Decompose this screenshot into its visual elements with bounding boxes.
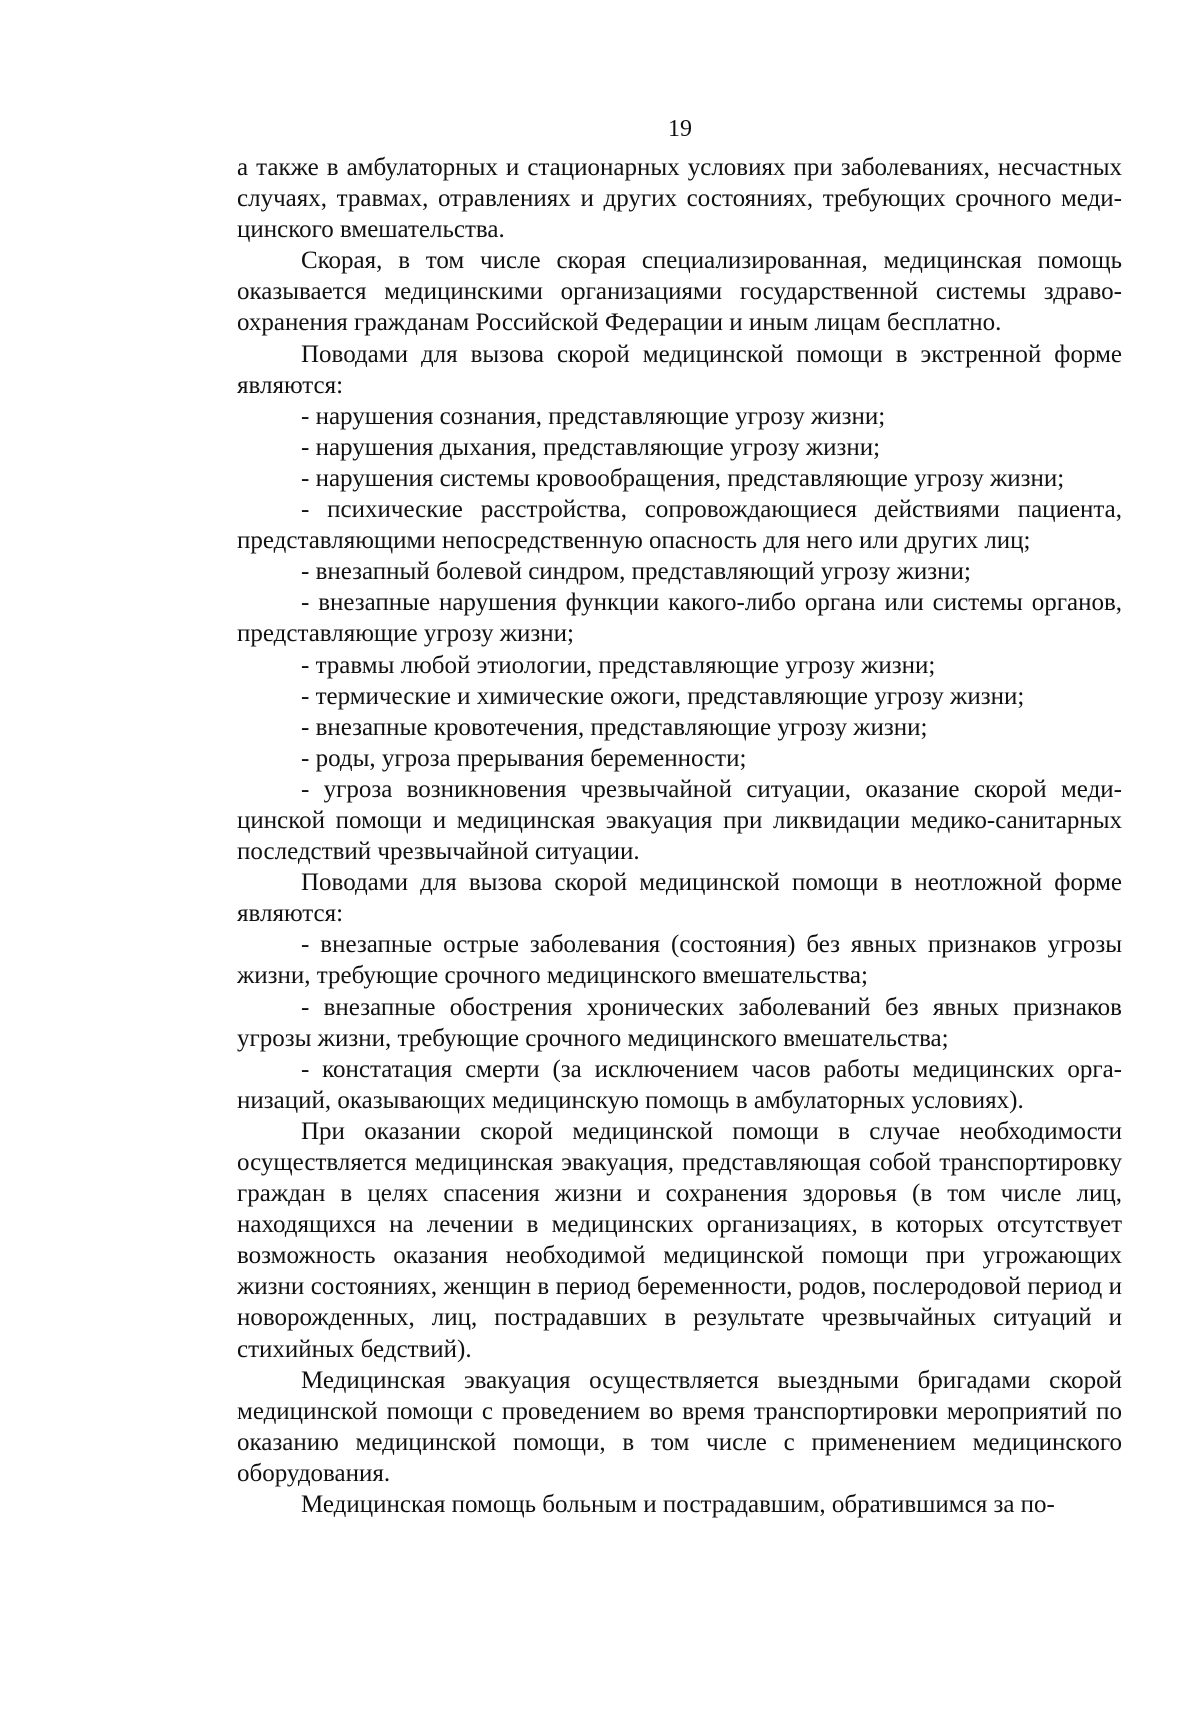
paragraph-urgent-reasons-intro: Поводами для вызова скорой медицинской помощи в неотложной форме являются:	[237, 869, 1122, 928]
list-item: - травмы любой этиологии, представляющие угрозу жизни;	[301, 651, 936, 679]
list-item: - психические расстройства, сопровождающиеся действиями пациента, представляющими непосредственную опасность для него или других лиц;	[237, 496, 1122, 555]
list-item: - внезапные нарушения функции какого-либо органа или системы органов, представляющие угрозу жизни;	[237, 589, 1122, 648]
list-item: - нарушения системы кровообращения, представляющие угрозу жизни;	[301, 464, 1065, 492]
list-item: - нарушения сознания, представляющие угрозу жизни;	[301, 402, 886, 430]
list-item: - внезапные кровотечения, представляющие угрозу жизни;	[301, 713, 928, 741]
document-body	[237, 152, 1122, 1520]
list-item: - внезапные обострения хронических заболеваний без явных признаков угрозы жизни, требующие срочного медицинского вмешательства;	[237, 993, 1122, 1052]
paragraph-evacuation-teams: Медицинская эвакуация осуществляется выездными бригадами скорой медицинской помощи с проведением во время транспортировки мероприятий по оказанию медицинской помощи, в том числе с применением медицинского оборудования.	[237, 1366, 1122, 1487]
list-item: - внезапный болевой синдром, представляющий угрозу жизни;	[301, 558, 971, 586]
list-item: - нарушения дыхания, представляющие угрозу жизни;	[301, 433, 881, 461]
list-item: - внезапные острые заболевания (состояния) без явных признаков угрозы жизни, требующие срочного медицинского вмешательства;	[237, 931, 1122, 990]
paragraph-continuation: а также в амбулаторных и стационарных условиях при заболеваниях, несчастных случаях, травмах, отравлениях и других состояниях, требующих срочного медицинского вмешательства.	[237, 154, 1122, 244]
list-item: - угроза возникновения чрезвычайной ситуации, оказание скорой медицинской помощи и медицинская эвакуация при ликвидации медико-санитарных последствий чрезвычайной ситуации.	[237, 775, 1122, 866]
paragraph-medical-evacuation: При оказании скорой медицинской помощи в случае необходимости осуществляется медицинская эвакуация, представляющая собой транспортировку граждан в целях спасения жизни и сохранения здоровья (в том числе лиц, находящихся на лечении в медицинских организациях, в которых отсутствует возможность оказания необходимой медицинской помощи при угрожающих жизни состояниях, женщин в период беременности, родов, послеродовой период и новорожденных, лиц, пострадавших в результате чрезвычайных ситуаций и стихийных бедствий).	[237, 1117, 1122, 1363]
paragraph-free-emergency-care: Скорая, в том числе скорая специализированная, медицинская помощь оказывается медицинскими организациями государственной системы здравоохранения гражданам Российской Федерации и иным лицам бесплатно.	[237, 247, 1122, 337]
list-item: - роды, угроза прерывания беременности;	[301, 744, 747, 772]
list-item: - термические и химические ожоги, представляющие угрозу жизни;	[301, 682, 1025, 710]
page-number: 19	[668, 116, 692, 142]
list-item: - констатация смерти (за исключением часов работы медицинских организаций, оказывающих медицинскую помощь в амбулаторных условиях).	[237, 1055, 1122, 1114]
paragraph-care-continuation: Медицинская помощь больным и пострадавшим, обратившимся за по-	[301, 1491, 1055, 1519]
paragraph-emergency-reasons-intro: Поводами для вызова скорой медицинской помощи в экстренной форме являются:	[237, 340, 1122, 399]
